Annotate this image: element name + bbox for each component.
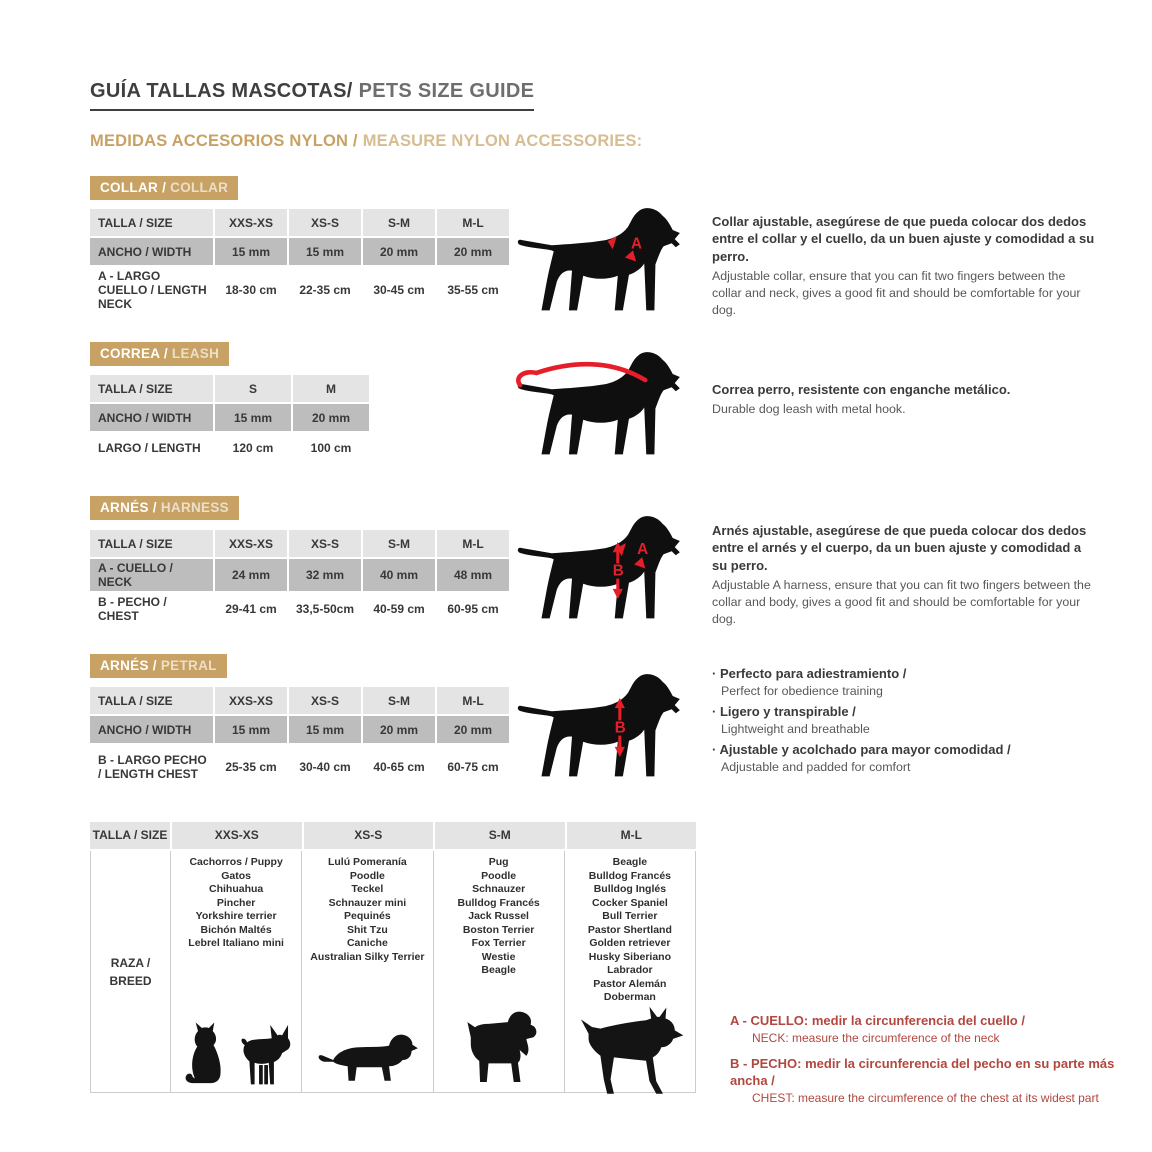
table-cell: 40-59 cm (363, 593, 435, 625)
breed-size-table (90, 822, 696, 1093)
table-cell: 15 mm (289, 238, 361, 265)
table-cell: 15 mm (215, 238, 287, 265)
collar-badge-es: COLLAR / (100, 180, 167, 195)
table-row (90, 404, 369, 431)
table-cell: XXS-XS (215, 687, 287, 714)
table-cell: 35-55 cm (437, 267, 509, 313)
leash-badge-en: LEASH (171, 346, 220, 361)
breed-list: Pug Poodle Schnauzer Bulldog Francés Jack Russel Boston Terrier Fox Terrier Westie Beagle (457, 856, 540, 976)
table-cell: 20 mm (363, 238, 435, 265)
feature-en: Lightweight and breathable (721, 721, 870, 736)
breed-header-cell: XS-S (304, 822, 434, 849)
silhouette-group (315, 1024, 419, 1092)
table-cell: 15 mm (289, 716, 361, 743)
breed-row-label: RAZA / BREED (109, 955, 152, 988)
harness-description-es: Arnés ajustable, asegúrese de que pueda colocar dos dedos entre el arnés y el cuerpo, da un buen ajuste y comodidad a su perro. (712, 523, 1087, 573)
table-cell: ANCHO / WIDTH (90, 238, 213, 265)
dog-collar-illustration (512, 202, 690, 320)
table-cell: TALLA / SIZE (90, 375, 213, 402)
table-row (90, 433, 369, 463)
table-cell: 48 mm (437, 559, 509, 591)
footnote-a (730, 1012, 1130, 1046)
footnote-b (730, 1055, 1130, 1106)
petral-badge-en: PETRAL (160, 658, 217, 673)
table-cell: 18-30 cm (215, 267, 287, 313)
breed-header-cell: XXS-XS (172, 822, 302, 849)
table-row (90, 267, 509, 313)
collar-description (712, 213, 1096, 319)
breed-column-s-m (434, 851, 565, 1092)
table-cell: 24 mm (215, 559, 287, 591)
breed-header-cell: S-M (435, 822, 565, 849)
table-cell: TALLA / SIZE (90, 209, 213, 236)
breed-header-cell: M-L (567, 822, 697, 849)
table-cell: ANCHO / WIDTH (90, 404, 213, 431)
collar-description-en: Adjustable collar, ensure that you can fit two fingers between the collar and neck, gives a good fit and should be comfortable for your dog. (712, 268, 1081, 318)
table-cell: M-L (437, 209, 509, 236)
table-cell: S (215, 375, 291, 402)
table-cell: 30-45 cm (363, 267, 435, 313)
footnote-b-en: CHEST: measure the circumference of the chest at its widest part (752, 1090, 1099, 1105)
table-row (90, 209, 509, 236)
chihuahua-silhouette-icon (239, 1023, 291, 1087)
table-cell: B - PECHO / CHEST (90, 593, 213, 625)
schnauzer-silhouette-icon (457, 1007, 541, 1087)
harness-description (712, 522, 1096, 628)
table-cell: 100 cm (293, 433, 369, 463)
table-row (90, 716, 509, 743)
table-cell: 60-75 cm (437, 745, 509, 789)
harness-description-en: Adjustable A harness, ensure that you can fit two fingers between the collar and body, gives a good fit and should be comfortable for your dog. (712, 577, 1091, 627)
table-cell: ANCHO / WIDTH (90, 716, 213, 743)
leash-badge-es: CORREA / (100, 346, 168, 361)
dachshund-silhouette-icon (315, 1024, 419, 1087)
feature-es: · Perfecto para adiestramiento / (712, 666, 1104, 683)
breed-column-xs-s (302, 851, 433, 1092)
collar-badge-en: COLLAR (170, 180, 229, 195)
table-cell: S-M (363, 530, 435, 557)
leash-size-table (88, 373, 371, 465)
table-cell: S-M (363, 687, 435, 714)
table-row (90, 593, 509, 625)
table-cell: M (293, 375, 369, 402)
table-cell: 20 mm (363, 716, 435, 743)
page-subtitle (90, 132, 642, 151)
table-row (90, 375, 369, 402)
annotation-letter-a: A (637, 541, 649, 559)
breed-column-xxs-xs (171, 851, 302, 1092)
annotation-letter-b: B (614, 719, 626, 737)
page-title (90, 80, 534, 111)
feature-es: · Ligero y transpirable / (712, 704, 1104, 721)
table-cell: XS-S (289, 687, 361, 714)
page-title-en: PETS SIZE GUIDE (358, 80, 535, 102)
dog-leash-illustration (512, 346, 690, 464)
table-cell: 40 mm (363, 559, 435, 591)
collar-size-table (88, 207, 511, 315)
table-cell: XS-S (289, 209, 361, 236)
table-cell: M-L (437, 687, 509, 714)
breed-list: Beagle Bulldog Francés Bulldog Inglés Cocker Spaniel Bull Terrier Pastor Shertland Golden retriever Husky Siberiano Labrador Pastor Alemán Doberman (587, 856, 672, 1003)
annotation-letter-a: A (631, 235, 643, 253)
dog-petral-illustration (512, 668, 690, 786)
breed-list: Lulú Pomeranía Poodle Teckel Schnauzer mini Pequinés Shit Tzu Caniche Australian Silky Terrier (310, 856, 425, 963)
feature-en: Adjustable and padded for comfort (721, 759, 911, 774)
page-title-es: GUÍA TALLAS MASCOTAS/ (90, 80, 353, 102)
table-cell: 30-40 cm (289, 745, 361, 789)
doberman-silhouette-icon (574, 1005, 686, 1098)
table-cell: 120 cm (215, 433, 291, 463)
table-cell: A - CUELLO / NECK (90, 559, 213, 591)
table-cell: 20 mm (437, 238, 509, 265)
page-subtitle-es: MEDIDAS ACCESORIOS NYLON / (90, 132, 358, 150)
leash-description-es: Correa perro, resistente con enganche metálico. (712, 382, 1011, 397)
silhouette-group (574, 1005, 686, 1103)
table-cell: TALLA / SIZE (90, 687, 213, 714)
harness-badge-es: ARNÉS / (100, 500, 157, 515)
table-cell: 40-65 cm (363, 745, 435, 789)
breed-table-body (90, 851, 696, 1093)
table-row (90, 687, 509, 714)
breed-column-m-l (565, 851, 695, 1092)
leash-section-badge (90, 342, 229, 366)
table-cell: 22-35 cm (289, 267, 361, 313)
table-row (90, 238, 509, 265)
breed-header-cell: TALLA / SIZE (90, 822, 170, 849)
table-cell: LARGO / LENGTH (90, 433, 213, 463)
table-cell: A - LARGO CUELLO / LENGTH NECK (90, 267, 213, 313)
table-cell: XXS-XS (215, 530, 287, 557)
table-cell: XS-S (289, 530, 361, 557)
harness-size-table (88, 528, 511, 627)
dog-harness-illustration (512, 510, 690, 628)
table-cell: 20 mm (293, 404, 369, 431)
table-cell: TALLA / SIZE (90, 530, 213, 557)
petral-features-list (712, 666, 1104, 780)
table-row (90, 745, 509, 789)
footnote-a-es: A - CUELLO: medir la circunferencia del cuello / (730, 1013, 1025, 1028)
breed-list: Cachorros / Puppy Gatos Chihuahua Pincher Yorkshire terrier Bichón Maltés Lebrel Italiano mini (188, 856, 284, 949)
page-subtitle-en: MEASURE NYLON ACCESSORIES: (362, 132, 643, 150)
footnote-a-en: NECK: measure the circumference of the neck (752, 1030, 1000, 1045)
table-cell: 32 mm (289, 559, 361, 591)
table-cell: S-M (363, 209, 435, 236)
cat-silhouette-icon (181, 1021, 229, 1087)
harness-badge-en: HARNESS (160, 500, 229, 515)
harness-section-badge (90, 496, 239, 520)
petral-size-table (88, 685, 511, 791)
collar-section-badge (90, 176, 238, 200)
feature-en: Perfect for obedience training (721, 683, 883, 698)
feature-es: · Ajustable y acolchado para mayor comodidad / (712, 742, 1104, 759)
table-cell: 60-95 cm (437, 593, 509, 625)
table-cell: 20 mm (437, 716, 509, 743)
table-cell: 33,5-50cm (289, 593, 361, 625)
petral-measure-annotation (615, 698, 626, 757)
table-cell: 15 mm (215, 716, 287, 743)
table-cell: 25-35 cm (215, 745, 287, 789)
footnote-b-es: B - PECHO: medir la circunferencia del pecho en su parte más ancha / (730, 1055, 1115, 1089)
table-cell: B - LARGO PECHO / LENGTH CHEST (90, 745, 213, 789)
table-cell: 29-41 cm (215, 593, 287, 625)
list-item (712, 704, 1104, 737)
silhouette-group (457, 1007, 541, 1092)
table-cell: M-L (437, 530, 509, 557)
silhouette-group (181, 1021, 291, 1092)
list-item (712, 666, 1104, 699)
petral-badge-es: ARNÉS / (100, 658, 157, 673)
list-item (712, 742, 1104, 775)
collar-description-es: Collar ajustable, asegúrese de que pueda colocar dos dedos entre el collar y el cuello, da un buen ajuste y comodidad a su perro. (712, 214, 1095, 264)
breed-table-header (90, 822, 696, 849)
measurement-footnotes (730, 1012, 1130, 1115)
table-row (90, 559, 509, 591)
annotation-letter-b: B (612, 562, 624, 580)
table-cell: 15 mm (215, 404, 291, 431)
leash-description-en: Durable dog leash with metal hook. (712, 402, 906, 417)
table-cell: XXS-XS (215, 209, 287, 236)
breed-row-label-cell (91, 851, 171, 1092)
table-row (90, 530, 509, 557)
leash-description (712, 381, 1096, 418)
petral-section-badge (90, 654, 227, 678)
